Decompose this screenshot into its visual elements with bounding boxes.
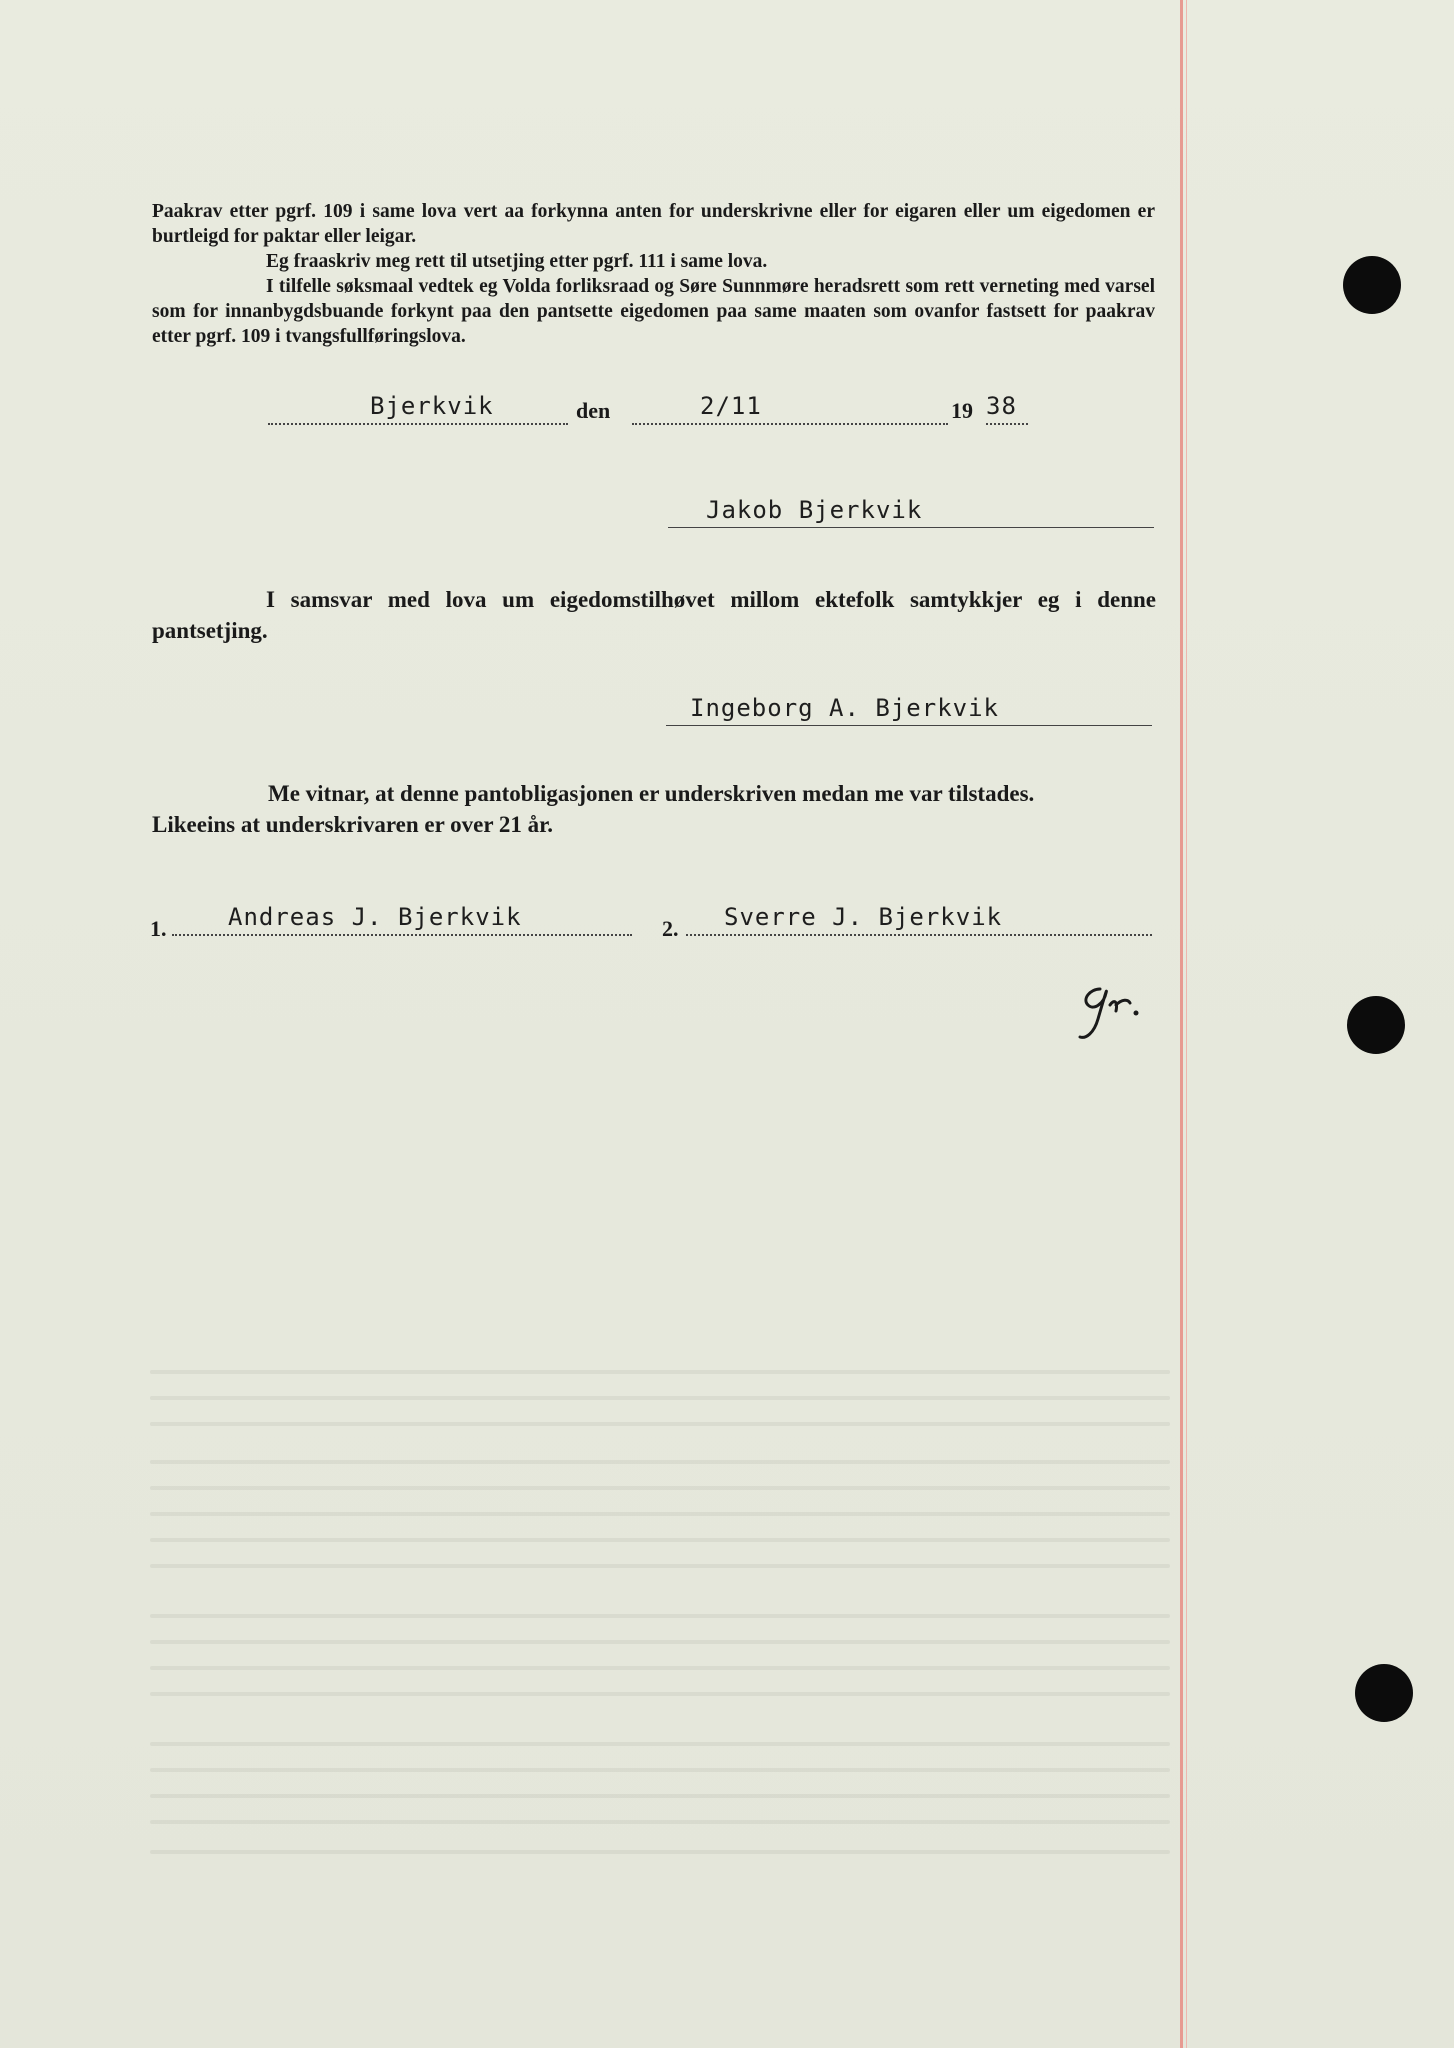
punch-hole	[1347, 996, 1405, 1054]
bleed-through-line	[150, 1538, 1170, 1542]
bleed-through-line	[150, 1850, 1170, 1854]
year-prefix: 19	[951, 398, 973, 423]
bleed-through-line	[150, 1614, 1170, 1618]
terms-paragraph-1: Paakrav etter pgrf. 109 i same lova vert aa forkynna anten for underskrivne eller for eigaren eller um eigedomen er burtleigd for paktar eller leigar.	[152, 201, 1155, 247]
terms-paragraph-3: I tilfelle søksmaal vedtek eg Volda forliksraad og Søre Sunnmøre heradsrett som rett verneting med varsel som for innanbygdsbuande forkynt paa den pantsette eigedomen paa same maaten som ovanfor fastsett for paakrav etter pgrf. 109 i tvangsfullføringslova.	[152, 276, 1155, 347]
bleed-through-line	[150, 1512, 1170, 1516]
witness-2-line	[686, 934, 1152, 936]
bleed-through-line	[150, 1460, 1170, 1464]
date-line	[632, 423, 948, 425]
consent-text: I samsvar med lova um eigedomstilhøvet millom ektefolk samtykkjer eg i denne pantsetjing.	[152, 587, 1156, 643]
witness-2-name: Sverre J. Bjerkvik	[724, 903, 1003, 931]
bleed-through-line	[150, 1396, 1170, 1400]
bleed-through-line	[150, 1486, 1170, 1490]
witness-2-number: 2.	[662, 916, 679, 941]
place-value: Bjerkvik	[370, 392, 494, 420]
bleed-through-line	[150, 1422, 1170, 1426]
witness-text-1: Me vitnar, at denne pantobligasjonen er underskriven medan me var tilstades.	[268, 781, 1035, 806]
witness-1-name: Andreas J. Bjerkvik	[228, 903, 522, 931]
handwritten-initials	[1072, 975, 1162, 1045]
consent-paragraph	[152, 584, 1156, 646]
bleed-through-line	[150, 1692, 1170, 1696]
bleed-through-line	[150, 1820, 1170, 1824]
den-label: den	[576, 398, 611, 423]
margin-rule	[1180, 0, 1183, 2048]
bleed-through-line	[150, 1666, 1170, 1670]
date-value: 2/11	[700, 392, 762, 420]
bleed-through-line	[150, 1742, 1170, 1746]
signature-line	[668, 527, 1154, 528]
witness-text-2: Likeeins at underskrivaren er over 21 år.	[152, 812, 554, 837]
bleed-through-line	[150, 1370, 1170, 1374]
terms-paragraph-2: Eg fraaskriv meg rett til utsetjing etter pgrf. 111 i same lova.	[266, 251, 768, 272]
bleed-through-line	[150, 1794, 1170, 1798]
witness-1-number: 1.	[150, 916, 167, 941]
place-line	[268, 423, 568, 425]
bleed-through-line	[150, 1768, 1170, 1772]
terms-paragraphs	[152, 199, 1155, 349]
signature-spouse: Ingeborg A. Bjerkvik	[690, 694, 999, 722]
witness-1-line	[172, 934, 632, 936]
year-suffix: 38	[986, 392, 1017, 420]
bleed-through-line	[150, 1564, 1170, 1568]
signature-main: Jakob Bjerkvik	[706, 496, 923, 524]
bleed-through-line	[150, 1640, 1170, 1644]
year-line	[986, 423, 1028, 425]
margin-rule-secondary	[1186, 0, 1187, 2048]
spouse-signature-line	[666, 725, 1152, 726]
witness-paragraph	[152, 778, 1156, 840]
punch-hole	[1343, 256, 1401, 314]
punch-hole	[1355, 1664, 1413, 1722]
